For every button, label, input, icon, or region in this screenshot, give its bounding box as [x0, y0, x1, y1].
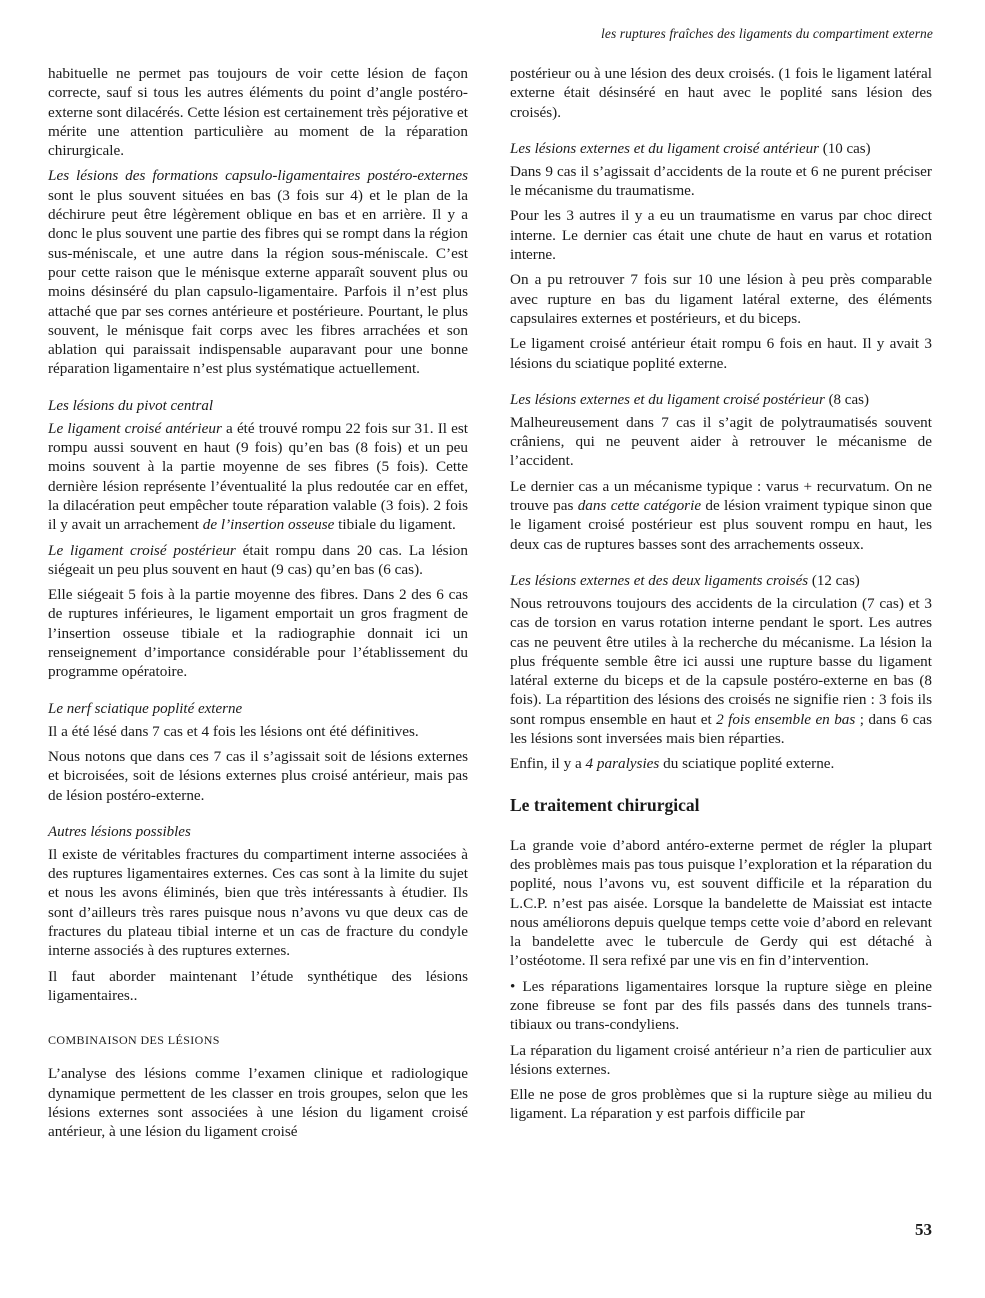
paragraph: [510, 594, 932, 748]
paragraph: Dans 9 cas il s’agissait d’accidents de la route et 6 ne purent préciser le mécanisme du traumatisme.: [510, 162, 932, 200]
heading-text: Les lésions externes et du ligament croisé antérieur: [510, 140, 819, 157]
paragraph: La grande voie d’abord antéro-externe permet de régler la plupart des problèmes mais pas tous puisque l’exploration et la réparation du poplité, nous l’avons vu, est souvent difficile et la réparation du L.C.P. n’est pas aisée. Lorsque la bandelette de Maissiat est intacte nous améliorons depuis quelque temps cette voie d’abord en relevant la bandelette avec le tubercule de Gerdy qui est détaché à l’ostéotome. Il sera refixé par une vis en fin d’intervention.: [510, 836, 932, 970]
paragraph: L’analyse des lésions comme l’examen clinique et radiologique dynamique permettent de les classer en trois groupes, selon que les lésions externes sont associées à une lésion du ligament croisé antérieur, à une lésion du ligament croisé: [48, 1065, 468, 1141]
paragraph: Elle siégeait 5 fois à la partie moyenne des fibres. Dans 2 des 6 cas de ruptures inférieures, le ligament emportait un gros fragment de l’insertion osseuse tibiale et la radiographie donnait ici un renseignement d’importance considérable pour l’établissement du programme opératoire.: [48, 586, 468, 681]
text: de lésion vraiment typique sinon que le ligament croisé postérieur est plus souvent rompu en haut, les deux cas de ruptures basses sont des arrachements osseux.: [510, 497, 932, 553]
emphasis: Le ligament croisé postérieur: [48, 541, 236, 559]
heading-text: Les lésions externes et des deux ligaments croisés: [510, 572, 809, 589]
paragraph: [48, 166, 468, 378]
case-count: (10 cas): [818, 140, 871, 157]
text: Enfin, il y a: [510, 755, 586, 773]
text: ; dans 6 cas les lésions sont inversées mais bien réparties.: [510, 710, 932, 748]
paragraph: [48, 541, 468, 580]
text: du sciatique poplité externe.: [659, 755, 835, 773]
paragraph: [48, 419, 468, 535]
running-header: les ruptures fraîches des ligaments du compartiment externe: [601, 26, 933, 41]
paragraph: Pour les 3 autres il y a eu un traumatisme en varus par choc direct interne. Le dernier cas était une chute de haut en varus et rotation interne.: [510, 207, 932, 264]
emphasis: de l’insertion osseuse: [202, 516, 335, 534]
case-count: (12 cas): [808, 572, 860, 589]
paragraph: Malheureusement dans 7 cas il s’agit de polytraumatisés souvent crâniens, qui ne peuvent aider à retrouver le mécanisme de l’accident.: [510, 413, 932, 470]
page-number: 53: [915, 1220, 932, 1239]
bullet-paragraph: • Les réparations ligamentaires lorsque la rupture siège en pleine zone fibreuse se font par des fils passés dans des tunnels trans-tibiaux ou trans-condyliens.: [510, 977, 932, 1034]
text: sont le plus souvent situées en bas (3 fois sur 4) et le plan de la déchirure peut être légèrement oblique en bas et en arrière. Il y a donc le plus souvent une partie des fibres qui se rompt dans la région sus-méniscale, et une autre dans la région sous-méniscale. C’est pour cette raison que le ménisque externe apparaît souvent plus ou moins désinséré du plan capsulo-ligamentaire. Parfois il n’est plus attaché que par ses cornes antérieure et postérieure. Pourtant, le plus souvent, le ménisque fait corps avec les fibres arrachées et son ablation qui paraissait indispensable auparavant pour une bonne réparation ligamentaire n’est plus systématique actuellement.: [48, 186, 468, 378]
section-heading-croise-posterieur: [510, 391, 932, 410]
heading-text: Les lésions externes et du ligament croisé postérieur: [510, 391, 825, 408]
case-count: (8 cas): [824, 391, 869, 408]
section-heading-deux-croises: [510, 572, 932, 591]
section-heading-combinaison: COMBINAISON DES LÉSIONS: [48, 1033, 220, 1048]
paragraph: Il faut aborder maintenant l’étude synthétique des lésions ligamentaires..: [48, 967, 468, 1004]
paragraph: Elle ne pose de gros problèmes que si la rupture siège au milieu du ligament. La réparation y est parfois difficile par: [510, 1086, 932, 1123]
emphasis: Les lésions des formations capsulo-ligamentaires postéro-externes: [48, 167, 468, 185]
right-column: [510, 64, 932, 1130]
section-heading-croise-anterieur: [510, 140, 932, 159]
paragraph: On a pu retrouver 7 fois sur 10 une lésion à peu près comparable avec rupture en bas du ligament latéral externe, des éléments capsulaires externes et postérieurs, et du biceps.: [510, 271, 932, 327]
paragraph: [510, 754, 932, 773]
text: était rompu dans 20 cas. La lésion siégeait un peu plus souvent en haut (9 cas) qu’en bas (6 cas).: [48, 541, 468, 578]
section-heading-pivot: Les lésions du pivot central: [48, 397, 213, 414]
text: Nous retrouvons toujours des accidents de la circulation (7 cas) et 3 cas de torsion en varus rotation interne pendant le sport. Les autres cas ne peuvent être utiles à la recherche du mécanisme. La lésion la plus fréquente semble être ici aussi une rupture basse du ligament latéral externe du biceps et de la capsule postéro-externe en bas (8 fois). La répartition des lésions des croisés ne signifie rien : 3 fois ils sont rompus ensemble en haut et: [510, 594, 932, 728]
section-heading-nerf: Le nerf sciatique poplité externe: [48, 700, 243, 717]
paragraph: Nous notons que dans ces 7 cas il s’agissait soit de lésions externes et bicroisées, soit de lésions externes plus croisé antérieur, mais pas de lésion postéro-externe.: [48, 747, 468, 804]
paragraph: [510, 477, 932, 554]
text: tibiale du ligament.: [334, 516, 456, 534]
paragraph: Il a été lésé dans 7 cas et 4 fois les lésions ont été définitives.: [48, 722, 419, 740]
text: Le dernier cas a un mécanisme typique : varus + recurvatum. On ne trouve pas: [510, 477, 932, 515]
paragraph: Il existe de véritables fractures du compartiment interne associées à des ruptures ligamentaires externes. Ces cas sont à la limite du sujet et nous les avons éliminés, bien que très intéressants à étudier. Ils sont d’ailleurs très rares puisque nous n’avons vu que deux cas de fractures du plateau tibial interne et un cas de fracture du condyle interne associés à des ruptures externes.: [48, 845, 468, 960]
emphasis: 4 paralysies: [585, 755, 660, 773]
paragraph: postérieur ou à une lésion des deux croisés. (1 fois le ligament latéral externe était désinséré en haut avec le poplité sans lésion des croisés).: [510, 65, 932, 121]
text: a été trouvé rompu 22 fois sur 31. Il est rompu aussi souvent en haut (9 fois) qu’en bas (8 fois) et un peu moins souvent à la partie moyenne de ses fibres (5 fois). Cette dernière lésion représente l’éventualité la plus redoutée car en effet, la dilacération peut empêcher toute réparation valable (3 fois). 2 fois il y avait un arrachement: [48, 419, 468, 534]
emphasis: Le ligament croisé antérieur: [48, 419, 222, 437]
paragraph: Le ligament croisé antérieur était rompu 6 fois en haut. Il y avait 3 lésions du sciatique poplité externe.: [510, 335, 932, 372]
emphasis: 2 fois ensemble en bas: [716, 710, 856, 728]
left-column: [48, 64, 468, 1148]
section-title-traitement: Le traitement chirurgical: [510, 794, 700, 815]
paragraph: La réparation du ligament croisé antérieur n’a rien de particulier aux lésions externes.: [510, 1041, 932, 1078]
paragraph: habituelle ne permet pas toujours de voir cette lésion de façon correcte, sauf si tous les autres éléments du point d’angle postéro-externe sont dilacérés. Cette lésion est certainement très péjorative et mérite une attention particulière au moment de la réparation chirurgicale.: [48, 65, 468, 160]
section-heading-autres: Autres lésions possibles: [48, 823, 191, 840]
emphasis: dans cette catégorie: [577, 497, 702, 515]
